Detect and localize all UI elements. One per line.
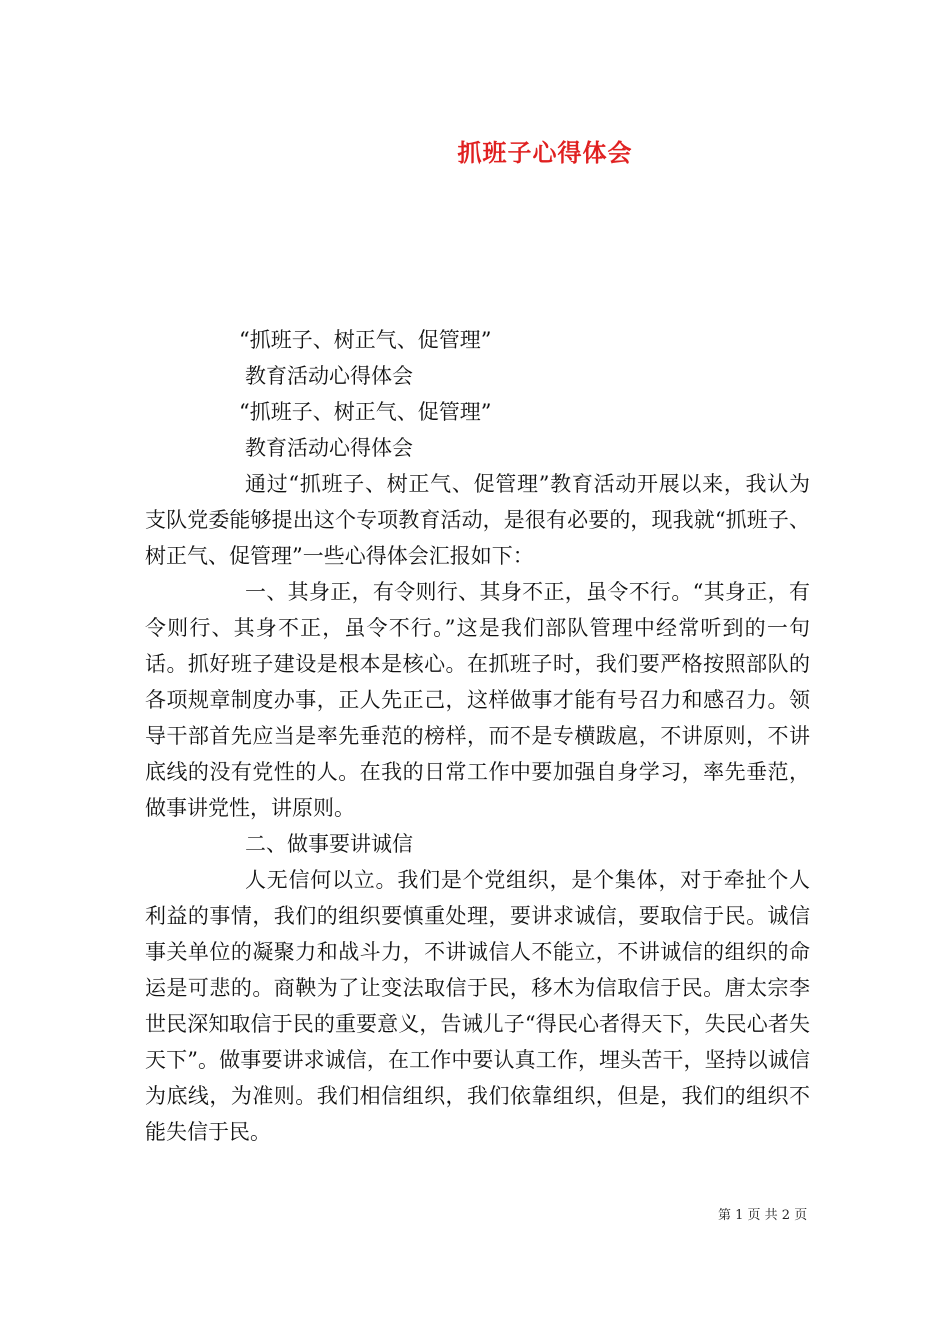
paragraph-intro: 通过“抓班子、树正气、促管理”教育活动开展以来，我认为支队党委能够提出这个专项教育活动，是很有必要的，现我就“抓班子、树正气、促管理”一些心得体会汇报如下： xyxy=(145,472,810,568)
page-number: 第 1 页 共 2 页 xyxy=(718,1208,808,1223)
document-title: 抓班子心得体会 xyxy=(457,138,633,167)
paragraph-section-one: 一、其身正，有令则行、其身不正，虽令不行。“其身正，有令则行、其身不正，虽令不行。”这是我们部队管理中经常听到的一句话。抓好班子建设是根本是核心。在抓班子时，我们要严格按照部队的各项规章制度办事，正人先正己，这样做事才能有号召力和感召力。领导干部首先应当是率先垂范的榜样，而不是专横跋扈，不讲原则，不讲底线的没有党性的人。在我的日常工作中要加强自身学习，率先垂范，做事讲党性，讲原则。 xyxy=(145,580,810,820)
paragraph-section-two: 人无信何以立。我们是个党组织，是个集体，对于牵扯个人利益的事情，我们的组织要慎重处理，要讲求诚信，要取信于民。诚信事关单位的凝聚力和战斗力，不讲诚信人不能立，不讲诚信的组织的命运是可悲的。商鞅为了让变法取信于民，移木为信取信于民。唐太宗李世民深知取信于民的重要意义，告诫儿子“得民心者得天下，失民心者失天下”。做事要讲求诚信，在工作中要认真工作，埋头苦干，坚持以诚信为底线，为准则。我们相信组织，我们依靠组织，但是，我们的组织不能失信于民。 xyxy=(145,868,810,1144)
paragraph-subtitle-repeat: 教育活动心得体会 xyxy=(245,436,413,460)
paragraph-subtitle: 教育活动心得体会 xyxy=(245,364,413,388)
paragraph-slogan-repeat: “抓班子、树正气、促管理” xyxy=(239,400,492,424)
section-heading-two: 二、做事要讲诚信 xyxy=(245,832,413,856)
paragraph-slogan: “抓班子、树正气、促管理” xyxy=(239,328,492,352)
document-body xyxy=(145,322,810,1150)
